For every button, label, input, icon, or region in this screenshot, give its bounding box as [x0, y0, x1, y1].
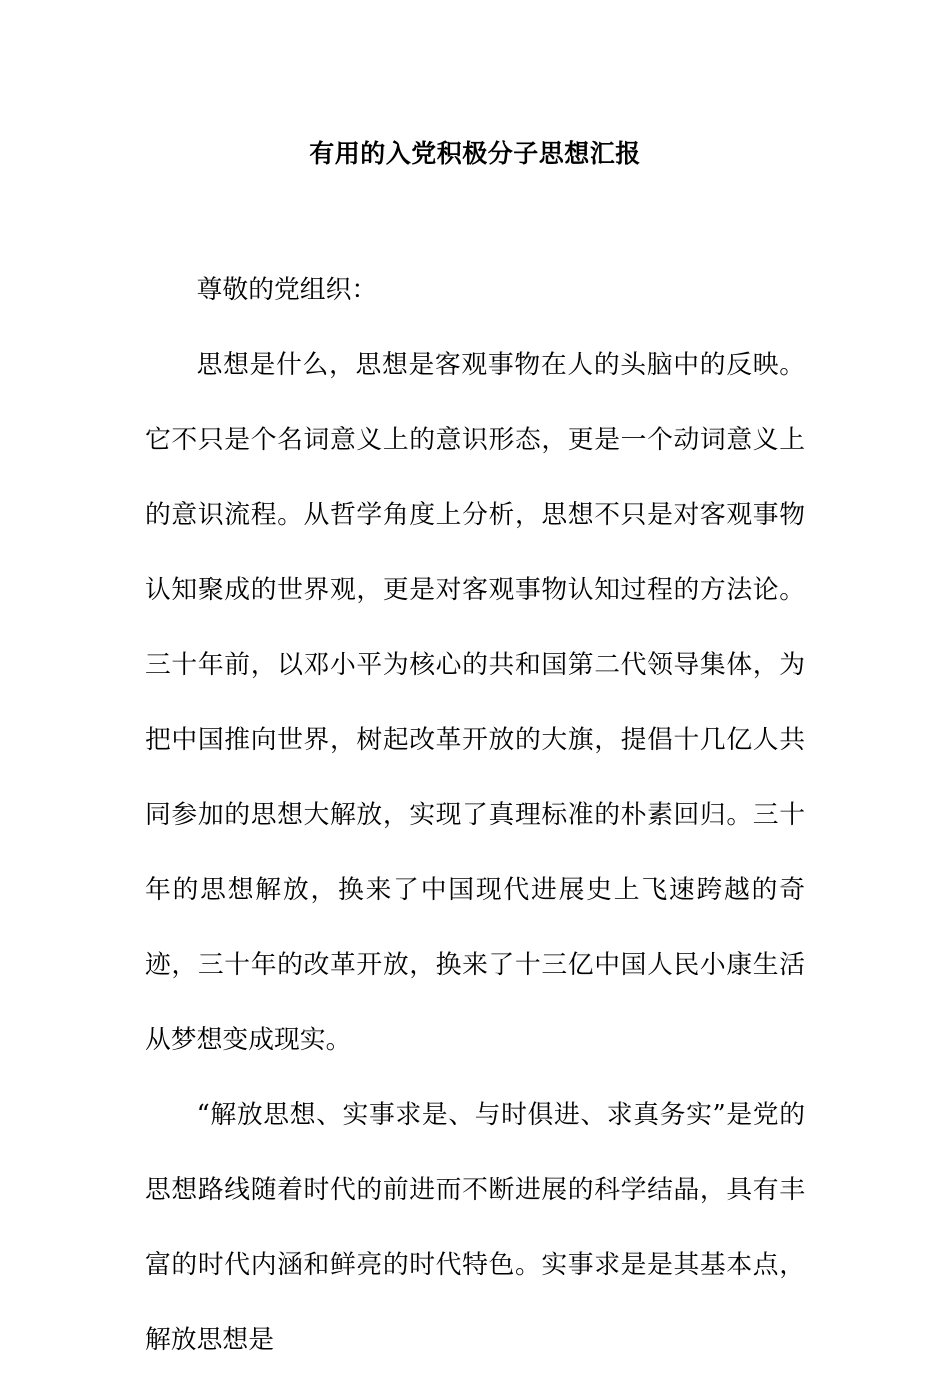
- document-body: [145, 253, 805, 1378]
- document-title: 有用的入党积极分子思想汇报: [309, 139, 641, 168]
- paragraph-2: “解放思想、实事求是、与时俱进、求真务实”是党的思想路线随着时代的前进而不断进展的科学结晶，具有丰富的时代内涵和鲜亮的时代特色。实事求是是其基本点，解放思想是: [145, 1100, 805, 1355]
- paragraph-1: 思想是什么，思想是客观事物在人的头脑中的反映。它不只是个名词意义上的意识形态，更是一个动词意义上的意识流程。从哲学角度上分析，思想不只是对客观事物认知聚成的世界观，更是对客观事物认知过程的方法论。三十年前，以邓小平为核心的共和国第二代领导集体，为把中国推向世界，树起改革开放的大旗，提倡十几亿人共同参加的思想大解放，实现了真理标准的朴素回归。三十年的思想解放，换来了中国现代进展史上飞速跨越的奇迹，三十年的改革开放，换来了十三亿中国人民小康生活从梦想变成现实。: [145, 350, 805, 1055]
- greeting: 尊敬的党组织：: [196, 275, 378, 305]
